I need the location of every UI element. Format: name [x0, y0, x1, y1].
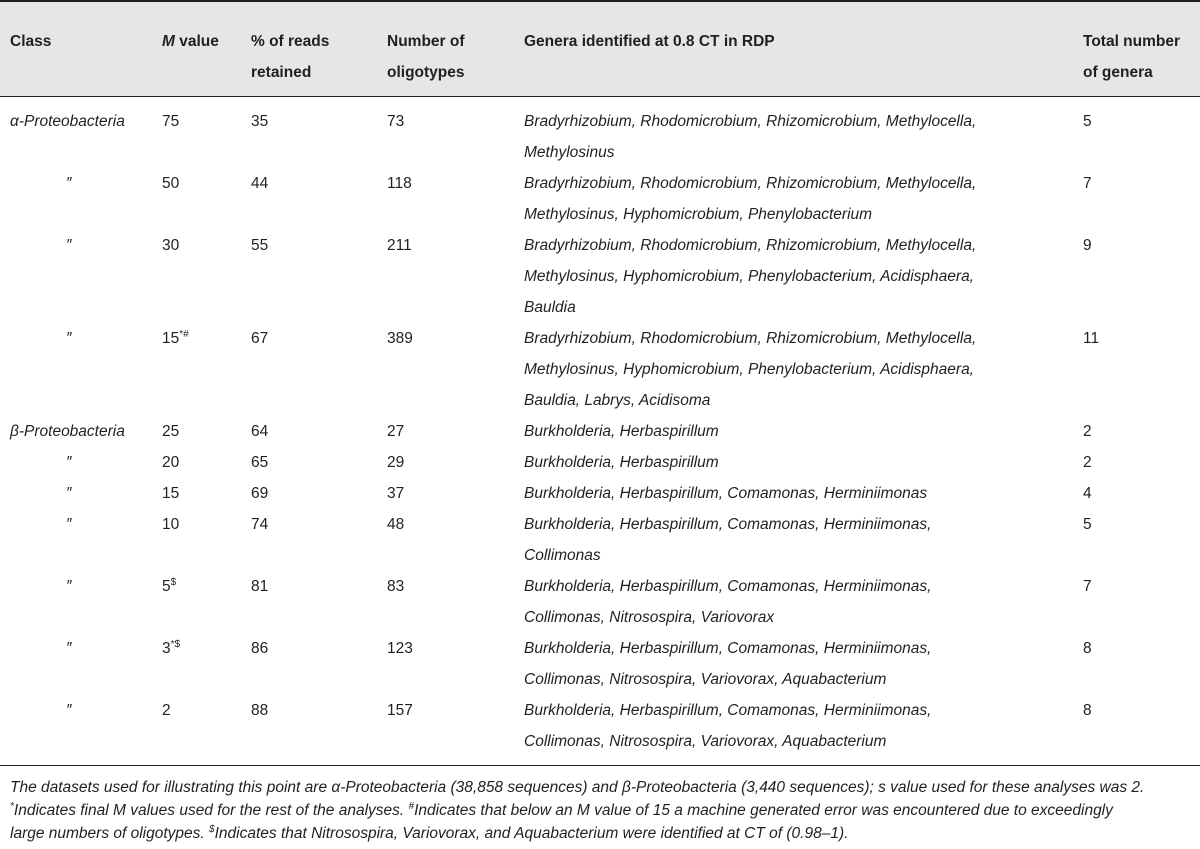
reads-retained: 81	[251, 578, 269, 595]
genera-line: Methylosinus, Hyphomicrobium, Phenylobacterium	[524, 206, 873, 223]
genera-list	[524, 230, 976, 323]
m-value: 25	[162, 423, 180, 440]
reads-retained: 44	[251, 175, 269, 192]
reads-retained: 64	[251, 423, 269, 440]
total-genera: 2	[1083, 454, 1092, 471]
genera-line: Bradyrhizobium, Rhodomicrobium, Rhizomicrobium, Methylocella,	[524, 330, 977, 347]
oligotype-count: 37	[387, 485, 405, 502]
header-m-value: M value	[162, 33, 219, 50]
genera-line: Methylosinus, Hyphomicrobium, Phenylobacterium, Acidisphaera,	[524, 361, 974, 378]
genera-line: Burkholderia, Herbaspirillum, Comamonas, Herminiimonas,	[524, 516, 932, 533]
genera-list	[524, 168, 976, 230]
genera-list	[524, 571, 931, 633]
genera-list	[524, 416, 719, 447]
genera-line: Methylosinus	[524, 144, 615, 161]
oligotype-count: 157	[387, 702, 413, 719]
oligotype-count: 27	[387, 423, 405, 440]
genera-line: Bradyrhizobium, Rhodomicrobium, Rhizomicrobium, Methylocella,	[524, 113, 977, 130]
ditto-mark: ″	[66, 485, 72, 502]
reads-retained: 86	[251, 640, 269, 657]
oligotype-count: 73	[387, 113, 405, 130]
genera-line: Burkholderia, Herbaspirillum, Comamonas, Herminiimonas,	[524, 578, 932, 595]
table-footnotes	[10, 776, 1195, 845]
oligotype-count: 29	[387, 454, 405, 471]
m-value: 5$	[162, 577, 177, 595]
m-value: 2	[162, 702, 171, 719]
reads-retained: 65	[251, 454, 269, 471]
oligotype-count: 48	[387, 516, 405, 533]
ditto-mark: ″	[66, 237, 72, 254]
header-reads-retained: % of reads retained	[251, 33, 330, 81]
reads-retained: 55	[251, 237, 269, 254]
genera-line: Collimonas, Nitrosospira, Variovorax, Aquabacterium	[524, 733, 887, 750]
m-value: 75	[162, 113, 180, 130]
genera-line: Bradyrhizobium, Rhodomicrobium, Rhizomicrobium, Methylocella,	[524, 175, 977, 192]
genera-line: Burkholderia, Herbaspirillum, Comamonas, Herminiimonas,	[524, 702, 932, 719]
header-oligotypes: Number of oligotypes	[387, 33, 465, 81]
footnote-line-1: The datasets used for illustrating this point are α-Proteobacteria (38,858 sequences) and β-Proteobacteria (3,440 sequences); s value used for these analyses was 2.	[10, 779, 1145, 796]
m-value: 15*#	[162, 329, 189, 347]
genera-line: Burkholderia, Herbaspirillum	[524, 454, 719, 471]
genera-list	[524, 509, 931, 571]
footnote-line-2: *Indicates final M values used for the rest of the analyses. #Indicates that below an M value of 15 a machine generated error was encountered due to exceedingly	[10, 801, 1113, 819]
header-class: Class	[10, 33, 52, 50]
header-total-genera: Total number of genera	[1083, 33, 1181, 81]
oligotype-count: 83	[387, 578, 405, 595]
m-value: 10	[162, 516, 180, 533]
oligotype-count: 211	[387, 237, 412, 254]
genera-line: Methylosinus, Hyphomicrobium, Phenylobacterium, Acidisphaera,	[524, 268, 974, 285]
genera-line: Burkholderia, Herbaspirillum	[524, 423, 719, 440]
genera-list	[524, 447, 719, 478]
total-genera: 7	[1083, 175, 1092, 192]
reads-retained: 74	[251, 516, 269, 533]
footnote-line-3: large numbers of oligotypes. $Indicates that Nitrosospira, Variovorax, and Aquabacterium were identified at CT of (0.98–1).	[10, 824, 849, 842]
genera-line: Burkholderia, Herbaspirillum, Comamonas, Herminiimonas	[524, 485, 928, 502]
total-genera: 5	[1083, 113, 1092, 130]
genera-list	[524, 106, 976, 168]
m-value: 30	[162, 237, 180, 254]
reads-retained: 35	[251, 113, 269, 130]
header-genera: Genera identified at 0.8 CT in RDP	[524, 33, 775, 50]
table-top-rule	[0, 0, 1200, 2]
reads-retained: 88	[251, 702, 269, 719]
reads-retained: 69	[251, 485, 269, 502]
total-genera: 7	[1083, 578, 1092, 595]
genera-line: Collimonas	[524, 547, 601, 564]
genera-list	[524, 478, 927, 509]
genera-list	[524, 633, 931, 695]
m-value: 50	[162, 175, 180, 192]
m-value: 20	[162, 454, 180, 471]
oligotype-count: 389	[387, 330, 413, 347]
genera-list	[524, 695, 931, 757]
total-genera: 5	[1083, 516, 1092, 533]
ditto-mark: ″	[66, 516, 72, 533]
total-genera: 8	[1083, 702, 1092, 719]
genera-line: Bradyrhizobium, Rhodomicrobium, Rhizomicrobium, Methylocella,	[524, 237, 977, 254]
total-genera: 4	[1083, 485, 1092, 502]
table-header-rule	[0, 96, 1200, 97]
reads-retained: 67	[251, 330, 269, 347]
ditto-mark: ″	[66, 578, 72, 595]
m-value: 3*$	[162, 639, 181, 657]
total-genera: 11	[1083, 330, 1100, 347]
genera-line: Bauldia, Labrys, Acidisoma	[524, 392, 711, 409]
m-value: 15	[162, 485, 180, 502]
ditto-mark: ″	[66, 175, 72, 192]
total-genera: 9	[1083, 237, 1092, 254]
table-bottom-rule	[0, 765, 1200, 766]
ditto-mark: ″	[66, 640, 72, 657]
ditto-mark: ″	[66, 330, 72, 347]
class-name: α-Proteobacteria	[10, 113, 125, 130]
genera-line: Collimonas, Nitrosospira, Variovorax	[524, 609, 775, 626]
genera-line: Bauldia	[524, 299, 576, 316]
total-genera: 2	[1083, 423, 1092, 440]
total-genera: 8	[1083, 640, 1092, 657]
oligotype-count: 118	[387, 175, 412, 192]
oligotype-count: 123	[387, 640, 413, 657]
genera-line: Collimonas, Nitrosospira, Variovorax, Aquabacterium	[524, 671, 887, 688]
genera-list	[524, 323, 976, 416]
class-name: β-Proteobacteria	[10, 423, 125, 440]
ditto-mark: ″	[66, 702, 72, 719]
ditto-mark: ″	[66, 454, 72, 471]
genera-line: Burkholderia, Herbaspirillum, Comamonas, Herminiimonas,	[524, 640, 932, 657]
